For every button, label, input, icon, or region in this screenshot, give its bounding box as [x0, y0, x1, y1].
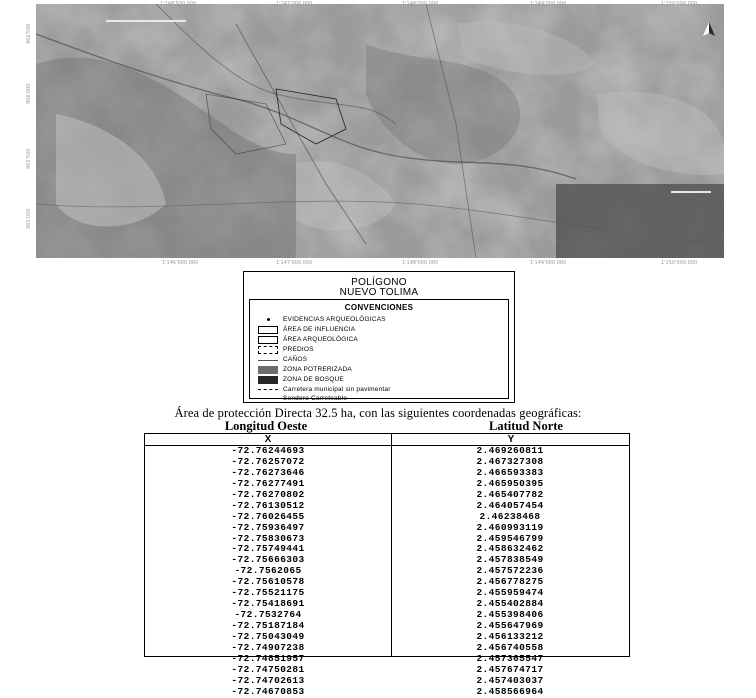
legend-item-arqueologica — [258, 335, 358, 344]
legend-item-bosque — [258, 375, 344, 384]
gray-box-icon — [258, 366, 278, 374]
longitude-cell: -72.76257072 — [231, 455, 305, 467]
latitude-cell: 2.456740558 — [476, 641, 544, 653]
longitude-cell: -72.75936497 — [231, 521, 305, 533]
table-row — [145, 676, 629, 687]
longitude-cell: -72.75666303 — [231, 554, 305, 566]
latitude-cell: 2.456133212 — [476, 630, 544, 642]
legend-item-label: ZONA DE BOSQUE — [283, 376, 344, 383]
map-top-coord-1: 1'148'500.000 — [160, 1, 197, 7]
legend-item-potrerizada — [258, 365, 352, 374]
table-row — [145, 523, 629, 534]
legend-title-line1: POLÍGONO — [351, 277, 407, 288]
legend-item-sendero — [258, 394, 347, 403]
map-top-coord-4: 1'149'000.000 — [530, 1, 567, 7]
longitude-cell: -72.76277491 — [231, 477, 305, 489]
table-row — [145, 599, 629, 610]
longitude-cell: -72.76244693 — [231, 445, 305, 456]
latitude-cell: 2.455398406 — [476, 609, 544, 621]
table-row — [145, 512, 629, 523]
latitude-cell: 2.455647969 — [476, 620, 544, 631]
dot-icon — [258, 316, 278, 324]
legend-item-influencia — [258, 325, 355, 334]
longitude-cell: -72.7532764 — [234, 609, 302, 621]
longitude-cell: -72.75418691 — [231, 598, 305, 610]
legend-item-carretera — [258, 385, 391, 394]
dashed-box-icon — [258, 346, 278, 354]
table-row — [145, 566, 629, 577]
longitude-cell: -72.7562065 — [234, 565, 302, 577]
longitude-cell: -72.75521175 — [231, 587, 305, 599]
table-row — [145, 544, 629, 555]
latitude-cell: 2.465407782 — [476, 488, 544, 500]
longitude-cell: -72.74750281 — [231, 663, 305, 675]
map-left-coord-4: 965'000 — [26, 208, 32, 229]
latitude-cell: 2.466593383 — [476, 466, 544, 478]
latitude-cell: 2.457572236 — [476, 565, 544, 577]
longitude-cell: -72.74702613 — [231, 674, 305, 686]
longitude-cell: -72.76026455 — [231, 510, 305, 522]
map-bottom-coord-2: 1'147'000.000 — [276, 260, 313, 266]
map-bottom-coord-4: 1'149'000.000 — [530, 260, 567, 266]
header-x: X — [264, 434, 272, 445]
table-row — [145, 643, 629, 654]
map-left-coord-1: 966'500 — [26, 23, 32, 44]
table-row — [145, 534, 629, 545]
legend-item-label: ÁREA DE INFLUENCIA — [283, 326, 356, 333]
table-row — [145, 665, 629, 676]
longitude-cell: -72.75043049 — [231, 630, 305, 642]
legend-item-canos — [258, 355, 307, 364]
longitude-cell: -72.74907238 — [231, 641, 305, 653]
longitude-cell: -72.75187184 — [231, 620, 305, 631]
table-row — [145, 610, 629, 621]
longitude-cell: -72.75830673 — [231, 532, 305, 544]
longitude-cell: -72.75749441 — [231, 543, 305, 555]
map-left-coord-3: 965'500 — [26, 148, 32, 169]
legend-item-label: CAÑOS — [283, 356, 308, 363]
map-image — [36, 4, 724, 258]
map-legend — [243, 271, 515, 403]
legend-item-label: Sendero Carreteable — [283, 395, 348, 402]
latitude-cell: 2.455959474 — [476, 587, 544, 599]
table-row — [145, 687, 629, 698]
longitude-cell: -72.75610578 — [231, 576, 305, 588]
legend-item-label: ZONA POTRERIZADA — [283, 366, 352, 373]
legend-item-predios — [258, 345, 314, 354]
longitude-cell: -72.76273646 — [231, 466, 305, 478]
map-top-coord-5: 1'150'000.000 — [661, 1, 698, 7]
table-row — [145, 490, 629, 501]
conventions-title: CONVENCIONES — [344, 303, 414, 312]
dark-box-icon — [258, 376, 278, 384]
longitude-cell: -72.76130512 — [231, 499, 305, 511]
latitude-cell: 2.456778275 — [476, 576, 544, 588]
latitude-cell: 2.458632462 — [476, 543, 544, 555]
table-row — [145, 457, 629, 468]
table-row — [145, 446, 629, 457]
table-row — [145, 654, 629, 665]
conventions-box — [249, 299, 509, 402]
table-row — [145, 501, 629, 512]
dotted-line-icon — [258, 398, 278, 399]
header-y: Y — [507, 434, 515, 445]
satellite-map — [26, 1, 724, 266]
table-body — [145, 446, 629, 698]
latitude-cell: 2.457365547 — [476, 652, 544, 664]
white-box-icon — [258, 336, 278, 344]
latitude-cell: 2.465950395 — [476, 477, 544, 489]
protection-area-caption: Área de protección Directa 32.5 ha, con las siguientes coordenadas geográficas: — [174, 406, 582, 420]
latitude-cell: 2.455402884 — [476, 598, 544, 610]
latitude-cell: 2.464057454 — [476, 499, 544, 511]
table-row — [145, 468, 629, 479]
table-row — [145, 632, 629, 643]
table-row — [145, 588, 629, 599]
legend-item-evidencias — [258, 315, 386, 324]
dashed-line-icon — [258, 389, 278, 390]
table-row — [145, 577, 629, 588]
latitude-cell: 2.467327308 — [476, 455, 544, 467]
coordinates-table — [144, 433, 630, 697]
longitude-cell: -72.76270802 — [231, 488, 305, 500]
thin-line-icon — [258, 360, 278, 361]
table-row — [145, 555, 629, 566]
latitude-cell: 2.46238468 — [479, 510, 541, 522]
map-top-coord-3: 1'148'000.000 — [402, 1, 439, 7]
latitude-cell: 2.458566964 — [476, 685, 544, 697]
latitude-cell: 2.457838549 — [476, 554, 544, 566]
map-left-coord-2: 966'000 — [26, 83, 32, 104]
legend-item-label: Carretera municipal sin pavimentar — [283, 386, 391, 393]
column-title-longitude: Longitud Oeste — [224, 419, 308, 433]
table-row — [145, 479, 629, 490]
latitude-cell: 2.460993119 — [476, 521, 544, 533]
legend-item-label: PREDIOS — [283, 346, 314, 353]
map-bottom-coord-5: 1'150'000.000 — [661, 260, 698, 266]
latitude-cell: 2.457403037 — [476, 674, 544, 686]
map-bottom-coord-1: 1'146'000.000 — [162, 260, 199, 266]
latitude-cell: 2.469260811 — [476, 445, 544, 456]
legend-item-label: EVIDENCIAS ARQUEOLÓGICAS — [283, 316, 386, 323]
longitude-cell: -72.74851957 — [231, 652, 305, 664]
legend-item-label: ÁREA ARQUEOLÓGICA — [283, 336, 358, 343]
table-row — [145, 621, 629, 632]
legend-title-line2: NUEVO TOLIMA — [339, 287, 419, 298]
map-top-coord-2: 1'147'000.000 — [276, 1, 313, 7]
map-bottom-coord-3: 1'148'000.000 — [402, 260, 439, 266]
column-title-latitude: Latitud Norte — [489, 419, 563, 433]
longitude-cell: -72.74670853 — [231, 685, 305, 697]
latitude-cell: 2.457674717 — [476, 663, 544, 675]
latitude-cell: 2.459546799 — [476, 532, 544, 544]
white-box-icon — [258, 326, 278, 334]
